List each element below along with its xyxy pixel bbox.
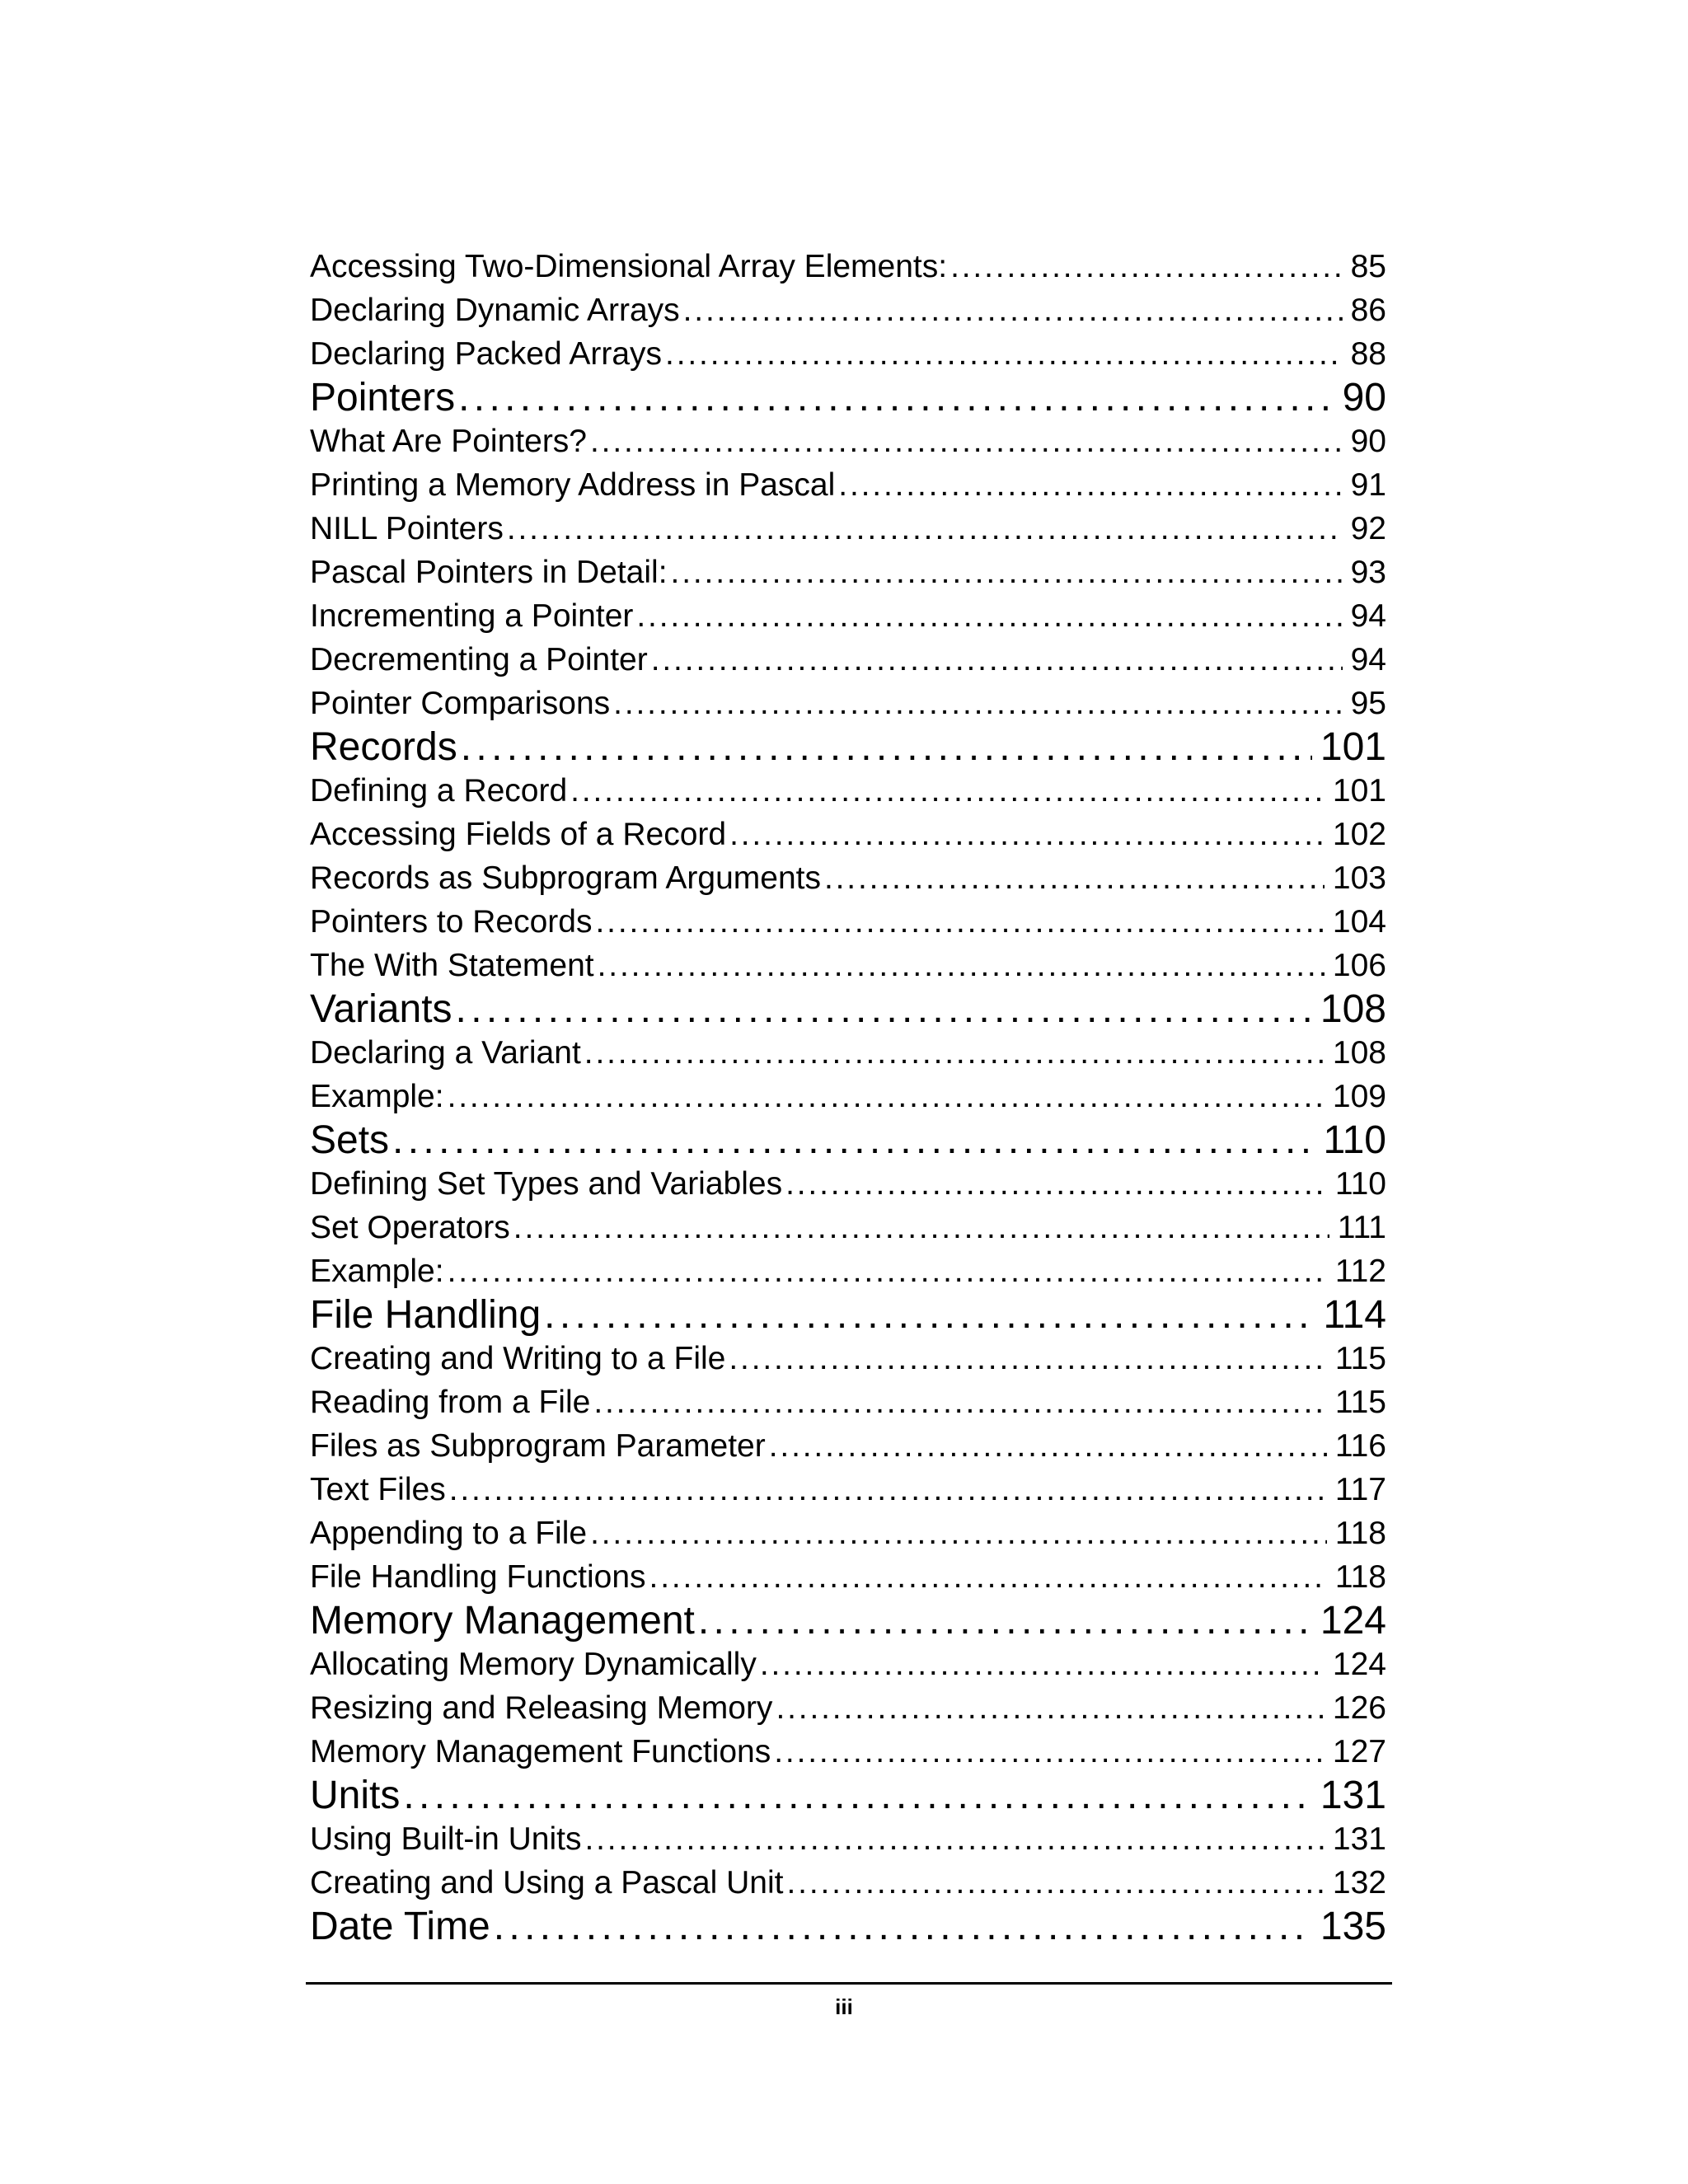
- toc-section-entry[interactable]: [310, 1249, 1386, 1293]
- toc-entry-title: Incrementing a Pointer: [310, 598, 634, 634]
- toc-entry-title: Pointers: [310, 376, 456, 419]
- toc-entry-page: 101: [1320, 725, 1386, 769]
- toc-entry-title: Sets: [310, 1118, 390, 1162]
- toc-entry-page: 112: [1334, 1254, 1386, 1289]
- toc-entry-page: 127: [1332, 1734, 1386, 1769]
- toc-section-entry[interactable]: [310, 1075, 1386, 1118]
- table-of-contents: [310, 245, 1386, 1948]
- toc-entry-page: 109: [1332, 1079, 1386, 1114]
- toc-entry-page: 94: [1350, 598, 1386, 634]
- toc-entry-title: Appending to a File: [310, 1516, 588, 1551]
- toc-entry-title: Creating and Using a Pascal Unit: [310, 1865, 784, 1900]
- toc-dot-leader: [448, 1075, 1325, 1118]
- toc-entry-page: 108: [1320, 987, 1386, 1031]
- toc-section-entry[interactable]: [310, 1206, 1386, 1249]
- toc-entry-page: 92: [1350, 511, 1386, 546]
- toc-entry-page: 115: [1334, 1385, 1386, 1420]
- toc-entry-title: Pointer Comparisons: [310, 686, 611, 721]
- toc-dot-leader: [786, 1861, 1324, 1905]
- toc-entry-page: 111: [1337, 1210, 1386, 1245]
- toc-dot-leader: [584, 1031, 1325, 1075]
- toc-section-entry[interactable]: [310, 332, 1386, 376]
- toc-dot-leader: [584, 1817, 1324, 1861]
- toc-entry-page: 115: [1334, 1341, 1386, 1376]
- toc-entry-title: Defining Set Types and Variables: [310, 1166, 783, 1202]
- toc-entry-title: Pointers to Records: [310, 904, 593, 940]
- toc-entry-title: Defining a Record: [310, 773, 568, 808]
- toc-section-entry[interactable]: [310, 1380, 1386, 1424]
- toc-entry-title: Printing a Memory Address in Pascal: [310, 467, 836, 503]
- toc-entry-page: 132: [1332, 1865, 1386, 1900]
- toc-entry-title: Pascal Pointers in Detail:: [310, 555, 668, 590]
- toc-chapter-entry[interactable]: [310, 1774, 1386, 1817]
- toc-entry-page: 90: [1350, 424, 1386, 459]
- toc-entry-page: 102: [1332, 817, 1386, 852]
- toc-entry-title: Declaring a Variant: [310, 1035, 581, 1071]
- toc-section-entry[interactable]: [310, 1555, 1386, 1599]
- toc-entry-title: Declaring Dynamic Arrays: [310, 293, 680, 328]
- toc-entry-title: Resizing and Releasing Memory: [310, 1690, 773, 1726]
- toc-entry-page: 90: [1342, 376, 1386, 419]
- toc-chapter-entry[interactable]: [310, 376, 1386, 419]
- toc-entry-title: Records: [310, 725, 457, 769]
- toc-entry-title: Units: [310, 1774, 401, 1817]
- toc-section-entry[interactable]: [310, 1162, 1386, 1206]
- toc-section-entry[interactable]: [310, 507, 1386, 551]
- toc-entry-title: What Are Pointers?: [310, 424, 587, 459]
- toc-chapter-entry[interactable]: [310, 1599, 1386, 1643]
- toc-section-entry[interactable]: [310, 463, 1386, 507]
- toc-chapter-entry[interactable]: [310, 1293, 1386, 1337]
- toc-section-entry[interactable]: [310, 1817, 1386, 1861]
- toc-section-entry[interactable]: [310, 856, 1386, 900]
- toc-entry-page: 101: [1332, 773, 1386, 808]
- toc-dot-leader: [596, 900, 1325, 944]
- toc-section-entry[interactable]: [310, 769, 1386, 813]
- page-number: iii: [835, 1994, 853, 2019]
- toc-entry-title: Files as Subprogram Parameter: [310, 1428, 766, 1464]
- toc-chapter-entry[interactable]: [310, 987, 1386, 1031]
- toc-dot-leader: [593, 1380, 1326, 1424]
- toc-entry-title: Decrementing a Pointer: [310, 642, 648, 677]
- toc-entry-page: 126: [1332, 1690, 1386, 1726]
- toc-dot-leader: [698, 1599, 1312, 1643]
- toc-entry-title: Declaring Packed Arrays: [310, 336, 663, 372]
- toc-dot-leader: [683, 288, 1343, 332]
- toc-entry-title: File Handling: [310, 1293, 542, 1337]
- toc-section-entry[interactable]: [310, 1861, 1386, 1905]
- toc-entry-title: Using Built-in Units: [310, 1821, 582, 1857]
- toc-dot-leader: [456, 987, 1312, 1031]
- toc-dot-leader: [651, 638, 1343, 682]
- toc-section-entry[interactable]: [310, 1424, 1386, 1468]
- toc-entry-title: Accessing Two-Dimensional Array Elements:: [310, 249, 948, 284]
- toc-dot-leader: [590, 1511, 1327, 1555]
- toc-entry-page: 108: [1332, 1035, 1386, 1071]
- toc-entry-page: 110: [1323, 1118, 1386, 1162]
- toc-entry-page: 106: [1332, 948, 1386, 983]
- toc-entry-title: Date Time: [310, 1905, 490, 1948]
- toc-section-entry[interactable]: [310, 288, 1386, 332]
- toc-entry-page: 124: [1320, 1599, 1386, 1643]
- toc-dot-leader: [838, 463, 1342, 507]
- toc-entry-page: 117: [1334, 1472, 1386, 1507]
- toc-entry-page: 135: [1320, 1905, 1386, 1948]
- toc-entry-title: Set Operators: [310, 1210, 510, 1245]
- toc-dot-leader: [461, 725, 1312, 769]
- toc-section-entry[interactable]: [310, 1468, 1386, 1511]
- toc-dot-leader: [636, 594, 1342, 638]
- toc-chapter-entry[interactable]: [310, 1118, 1386, 1162]
- toc-dot-leader: [598, 944, 1325, 987]
- toc-entry-page: 118: [1334, 1559, 1386, 1595]
- toc-entry-title: Memory Management: [310, 1599, 695, 1643]
- toc-section-entry[interactable]: [310, 1686, 1386, 1730]
- toc-section-entry[interactable]: [310, 1643, 1386, 1686]
- toc-dot-leader: [665, 332, 1343, 376]
- toc-dot-leader: [448, 1249, 1327, 1293]
- toc-section-entry[interactable]: [310, 419, 1386, 463]
- toc-section-entry[interactable]: [310, 944, 1386, 987]
- toc-entry-title: The With Statement: [310, 948, 594, 983]
- toc-section-entry[interactable]: [310, 813, 1386, 856]
- toc-entry-page: 94: [1350, 642, 1386, 677]
- toc-entry-title: Reading from a File: [310, 1385, 591, 1420]
- toc-entry-page: 91: [1350, 467, 1386, 503]
- toc-section-entry[interactable]: [310, 682, 1386, 725]
- toc-dot-leader: [774, 1730, 1325, 1774]
- toc-dot-leader: [392, 1118, 1315, 1162]
- toc-section-entry[interactable]: [310, 1337, 1386, 1380]
- toc-entry-title: Memory Management Functions: [310, 1734, 771, 1769]
- toc-section-entry[interactable]: [310, 638, 1386, 682]
- toc-dot-leader: [544, 1293, 1315, 1337]
- toc-entry-page: 118: [1334, 1516, 1386, 1551]
- toc-section-entry[interactable]: [310, 551, 1386, 594]
- toc-section-entry[interactable]: [310, 1511, 1386, 1555]
- toc-chapter-entry[interactable]: [310, 725, 1386, 769]
- toc-entry-page: 131: [1332, 1821, 1386, 1857]
- toc-dot-leader: [590, 419, 1343, 463]
- toc-entry-title: Records as Subprogram Arguments: [310, 860, 821, 896]
- toc-dot-leader: [494, 1905, 1312, 1948]
- toc-entry-title: Creating and Writing to a File: [310, 1341, 726, 1376]
- toc-dot-leader: [785, 1162, 1327, 1206]
- toc-entry-title: Allocating Memory Dynamically: [310, 1647, 757, 1682]
- footer-divider: [306, 1982, 1392, 1985]
- toc-dot-leader: [507, 507, 1343, 551]
- toc-dot-leader: [729, 1337, 1326, 1380]
- toc-section-entry[interactable]: [310, 900, 1386, 944]
- toc-section-entry[interactable]: [310, 245, 1386, 288]
- toc-entry-page: 110: [1334, 1166, 1386, 1202]
- toc-entry-title: Variants: [310, 987, 452, 1031]
- toc-entry-page: 103: [1332, 860, 1386, 896]
- toc-dot-leader: [458, 376, 1334, 419]
- toc-dot-leader: [513, 1206, 1329, 1249]
- toc-dot-leader: [729, 813, 1325, 856]
- toc-chapter-entry[interactable]: [310, 1905, 1386, 1948]
- toc-section-entry[interactable]: [310, 1031, 1386, 1075]
- toc-entry-page: 95: [1350, 686, 1386, 721]
- toc-entry-page: 104: [1332, 904, 1386, 940]
- toc-dot-leader: [449, 1468, 1327, 1511]
- toc-dot-leader: [671, 551, 1343, 594]
- toc-entry-page: 131: [1320, 1774, 1386, 1817]
- toc-entry-page: 116: [1334, 1428, 1386, 1464]
- toc-section-entry[interactable]: [310, 1730, 1386, 1774]
- toc-dot-leader: [769, 1424, 1327, 1468]
- toc-entry-title: File Handling Functions: [310, 1559, 646, 1595]
- toc-entry-page: 124: [1332, 1647, 1386, 1682]
- toc-entry-title: Accessing Fields of a Record: [310, 817, 727, 852]
- toc-entry-page: 86: [1350, 293, 1386, 328]
- toc-entry-page: 114: [1323, 1293, 1386, 1337]
- toc-entry-title: Example:: [310, 1079, 444, 1114]
- toc-entry-title: NILL Pointers: [310, 511, 504, 546]
- toc-entry-page: 85: [1350, 249, 1386, 284]
- toc-dot-leader: [776, 1686, 1324, 1730]
- toc-dot-leader: [950, 245, 1343, 288]
- toc-dot-leader: [613, 682, 1342, 725]
- toc-dot-leader: [824, 856, 1325, 900]
- toc-entry-title: Text Files: [310, 1472, 446, 1507]
- toc-dot-leader: [760, 1643, 1325, 1686]
- toc-entry-page: 93: [1350, 555, 1386, 590]
- toc-section-entry[interactable]: [310, 594, 1386, 638]
- toc-dot-leader: [403, 1774, 1312, 1817]
- toc-entry-title: Example:: [310, 1254, 444, 1289]
- toc-dot-leader: [649, 1555, 1327, 1599]
- toc-dot-leader: [570, 769, 1325, 813]
- toc-entry-page: 88: [1350, 336, 1386, 372]
